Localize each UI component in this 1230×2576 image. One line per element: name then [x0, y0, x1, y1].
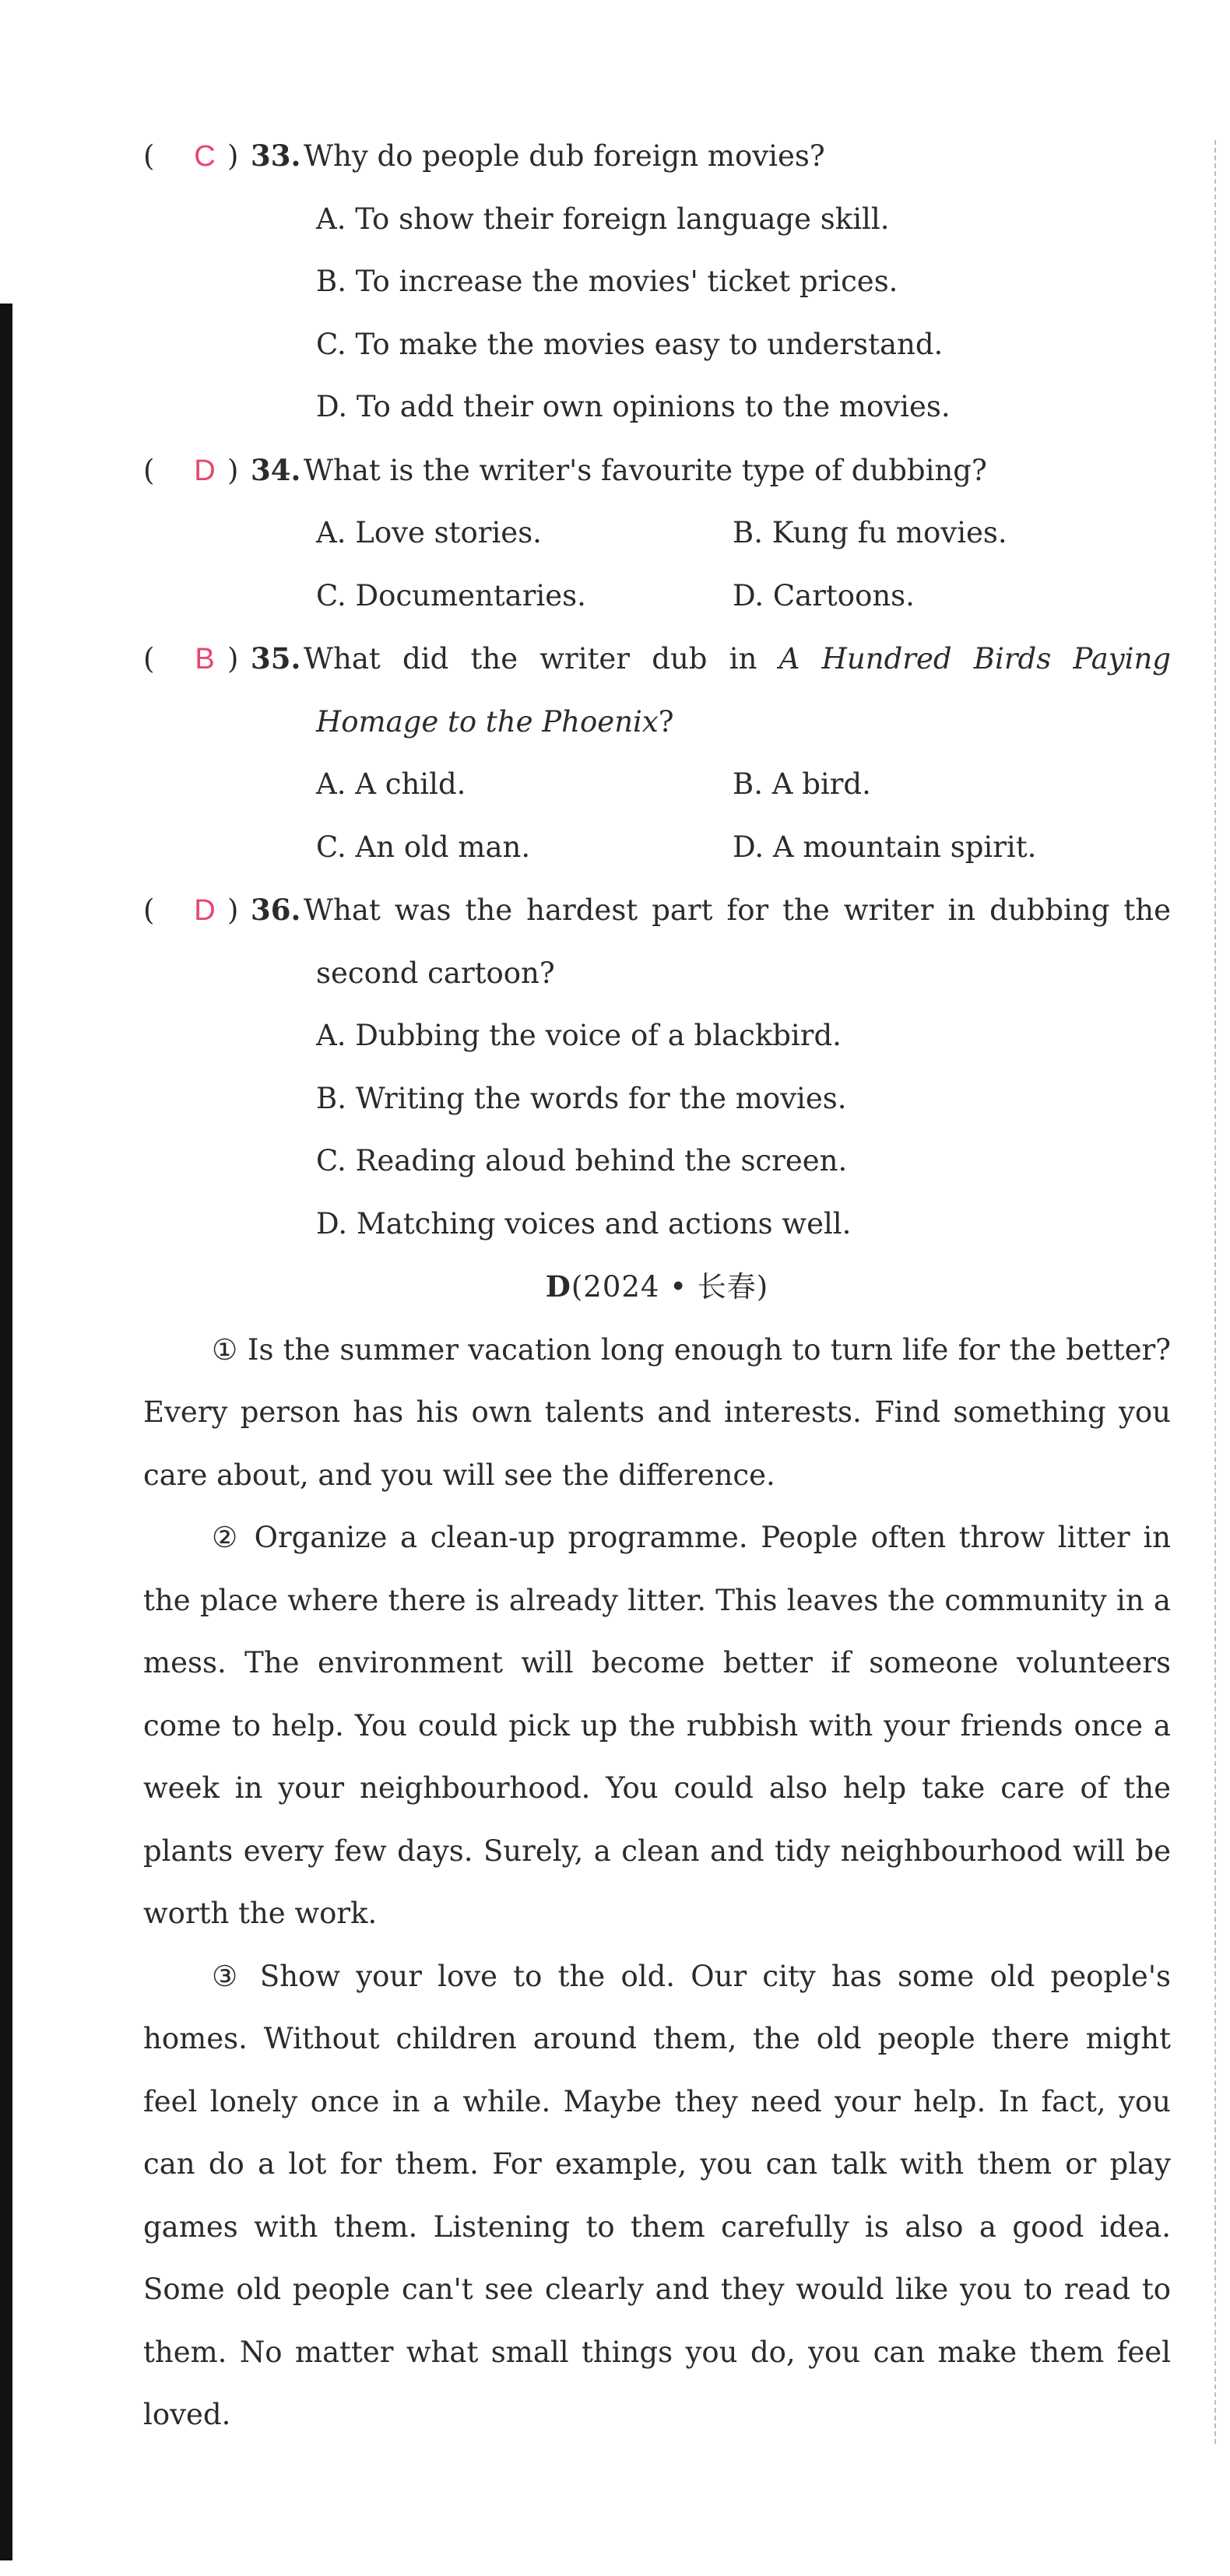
question-stem: Why do people dub foreign movies? [304, 139, 825, 173]
open-paren: ( [143, 453, 155, 487]
option-36-c: C. Reading aloud behind the screen. [316, 1144, 848, 1177]
option-33-a: A. To show their foreign language skill. [316, 202, 890, 236]
question-number: 34. [251, 452, 301, 487]
answer-33: C [194, 140, 216, 173]
passage-line: them. No matter what small things you do, you can make them feel [143, 2335, 1171, 2369]
stem-suffix: ? [658, 704, 674, 739]
close-paren: ) [227, 642, 239, 676]
option-35-d: D. A mountain spirit. [733, 830, 1037, 864]
scan-page-edge [0, 304, 12, 2560]
passage-line: ③ Show your love to the old. Our city has some old people's [212, 1959, 1171, 1993]
option-35-c: C. An old man. [316, 830, 531, 864]
passage-line: plants every few days. Surely, a clean and tidy neighbourhood will be [143, 1834, 1171, 1868]
question-number: 35. [251, 641, 301, 676]
movie-title-part2: Homage to the Phoenix [316, 704, 659, 739]
open-paren: ( [143, 893, 155, 927]
stem-prefix: What did the writer dub in [304, 642, 757, 676]
question-stem-continued [143, 691, 1171, 754]
option-36-b: B. Writing the words for the movies. [316, 1081, 847, 1115]
section-label: D [545, 1269, 571, 1304]
question-stem: What is the writer's favourite type of dubbing? [304, 453, 987, 487]
margin-dashed-rule [1214, 140, 1216, 2444]
passage-paragraph-1 [143, 1319, 1171, 1507]
question-stem: What was the hardest part for the writer in dubbing the [304, 893, 1171, 927]
passage-line: come to help. You could pick up the rubbish with your friends once a [143, 1708, 1171, 1742]
passage-line: can do a lot for them. For example, you can talk with them or play [143, 2147, 1171, 2181]
options-row [143, 502, 1171, 565]
passage-line: mess. The environment will become better if someone volunteers [143, 1646, 1171, 1679]
passage-paragraph-3 [143, 1946, 1171, 2447]
question-stem-continued: second cartoon? [316, 956, 555, 990]
passage-line: homes. Without children around them, the old people there might [143, 2022, 1171, 2055]
passage-line: ② Organize a clean-up programme. People often throw litter in [212, 1521, 1171, 1554]
question-34 [143, 439, 1171, 503]
passage-line: loved. [143, 2398, 231, 2431]
worksheet-content [143, 125, 1171, 2447]
option-34-d: D. Cartoons. [733, 578, 915, 612]
passage-line: the place where there is already litter. This leaves the community in a [143, 1583, 1171, 1617]
option-35-b: B. A bird. [733, 767, 871, 801]
close-paren: ) [227, 453, 239, 487]
question-33 [143, 125, 1171, 188]
answer-35: B [195, 643, 215, 676]
answer-36: D [194, 894, 216, 927]
close-paren: ) [227, 139, 239, 173]
option-34-b: B. Kung fu movies. [733, 516, 1007, 549]
passage-line: games with them. Listening to them carefully is also a good idea. [143, 2209, 1171, 2244]
open-paren: ( [143, 642, 155, 676]
section-heading [143, 1255, 1171, 1319]
option-36-d: D. Matching voices and actions well. [316, 1206, 852, 1241]
option-35-a: A. A child. [316, 767, 466, 801]
options-row [143, 816, 1171, 879]
options-row [143, 565, 1171, 628]
question-36 [143, 879, 1171, 942]
passage-line: feel lonely once in a while. Maybe they need your help. In fact, you [143, 2084, 1171, 2118]
passage-line: week in your neighbourhood. You could also help take care of the [143, 1771, 1171, 1805]
passage-line: ① Is the summer vacation long enough to turn life for the better? [212, 1332, 1171, 1367]
passage-line: Every person has his own talents and interests. Find something you [143, 1395, 1171, 1429]
open-paren: ( [143, 139, 155, 173]
option-33-d: D. To add their own opinions to the movies. [316, 390, 951, 423]
question-stem [304, 628, 1171, 691]
passage-line: care about, and you will see the difference. [143, 1458, 775, 1492]
question-35 [143, 627, 1171, 691]
option-33-c: C. To make the movies easy to understand. [316, 327, 944, 361]
option-34-c: C. Documentaries. [316, 578, 586, 612]
close-paren: ) [227, 893, 239, 927]
passage-line: Some old people can't see clearly and they would like you to read to [143, 2272, 1171, 2306]
question-number: 36. [251, 893, 301, 927]
movie-title-part1: A Hundred Birds Paying [778, 642, 1171, 676]
option-36-a: A. Dubbing the voice of a blackbird. [316, 1019, 842, 1052]
passage-paragraph-2 [143, 1507, 1171, 1946]
options-row [143, 753, 1171, 816]
passage-line: worth the work. [143, 1897, 378, 1930]
option-34-a: A. Love stories. [316, 516, 542, 549]
question-number: 33. [251, 139, 301, 173]
answer-34: D [194, 454, 216, 487]
option-33-b: B. To increase the movies' ticket prices. [316, 265, 898, 298]
section-source: (2024 • 长春) [571, 1270, 769, 1304]
